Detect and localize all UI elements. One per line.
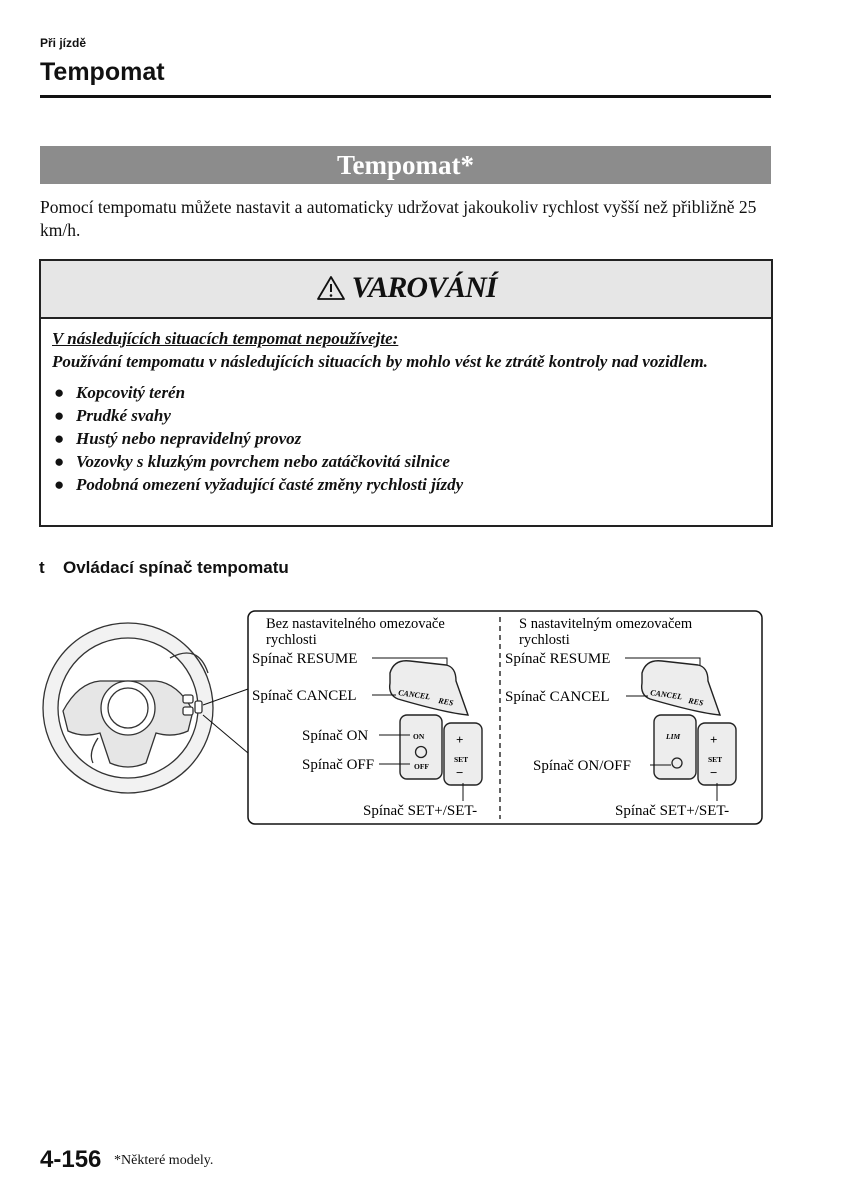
right-lim-switch: [654, 715, 696, 779]
right-cancel-label: Spínač CANCEL: [505, 689, 610, 705]
right-heading-line2: rychlosti: [519, 632, 570, 648]
subsection-marker: t: [39, 558, 45, 577]
right-onoff-label: Spínač ON/OFF: [533, 758, 631, 774]
right-btn-plus: +: [710, 732, 718, 747]
page-title: Tempomat: [40, 58, 165, 86]
left-heading-line1: Bez nastavitelného omezovače: [266, 616, 445, 632]
section-label: Při jízdě: [40, 36, 87, 50]
left-on-label: Spínač ON: [302, 728, 369, 744]
left-set-label: Spínač SET+/SET-: [363, 803, 478, 819]
section-banner: Tempomat*: [40, 146, 771, 184]
warning-title: VAROVÁNÍ: [351, 271, 497, 304]
right-btn-lim: LIM: [666, 732, 681, 741]
left-btn-set: SET: [454, 755, 469, 764]
subsection-heading: [39, 558, 289, 578]
left-btn-minus: −: [456, 765, 464, 780]
footnote: *Některé modely.: [114, 1153, 214, 1168]
list-item: ● Prudké svahy: [54, 406, 171, 425]
right-btn-minus: −: [710, 765, 718, 780]
right-heading-line1: S nastavitelným omezovačem: [519, 616, 693, 632]
subsection-title: Ovládací spínač tempomatu: [63, 558, 289, 577]
cruise-control-diagram: [38, 603, 768, 831]
warning-text: Používání tempomatu v následujících situacích by mohlo vést ke ztrátě kontroly nad vozidlem.: [52, 352, 708, 371]
title-divider: [40, 95, 771, 98]
left-btn-res: RES: [437, 696, 455, 708]
list-item: ● Vozovky s kluzkým povrchem nebo zatáčkovitá silnice: [54, 452, 450, 471]
left-btn-cancel: CANCEL: [397, 688, 431, 702]
right-resume-label: Spínač RESUME: [505, 651, 611, 667]
left-btn-on: ON: [413, 732, 425, 741]
left-resume-label: Spínač RESUME: [252, 651, 358, 667]
left-cancel-label: Spínač CANCEL: [252, 688, 357, 704]
warning-triangle-icon: [316, 275, 346, 301]
left-heading-line2: rychlosti: [266, 632, 317, 648]
warning-body: [52, 327, 764, 496]
steering-wheel-illustration: [43, 623, 213, 793]
warning-header: [41, 261, 771, 319]
left-off-label: Spínač OFF: [302, 757, 375, 773]
list-item: ● Hustý nebo nepravidelný provoz: [54, 429, 302, 448]
warning-heading: V následujících situacích tempomat nepoužívejte:: [52, 329, 399, 348]
warning-box: [39, 259, 773, 527]
intro-paragraph: Pomocí tempomatu můžete nastavit a automaticky udržovat jakoukoliv rychlost vyšší než přibližně 25 km/h.: [40, 197, 757, 240]
right-set-label: Spínač SET+/SET-: [615, 803, 730, 819]
right-btn-res: RES: [687, 696, 705, 708]
list-item: ● Podobná omezení vyžadující časté změny rychlosti jízdy: [54, 475, 464, 494]
page-number: 4-156: [40, 1146, 102, 1173]
left-btn-plus: +: [456, 732, 464, 747]
list-item: ● Kopcovitý terén: [54, 383, 186, 402]
right-btn-cancel: CANCEL: [649, 688, 683, 702]
warning-list: [52, 381, 764, 496]
left-btn-off: OFF: [414, 762, 429, 771]
right-btn-set: SET: [708, 755, 723, 764]
